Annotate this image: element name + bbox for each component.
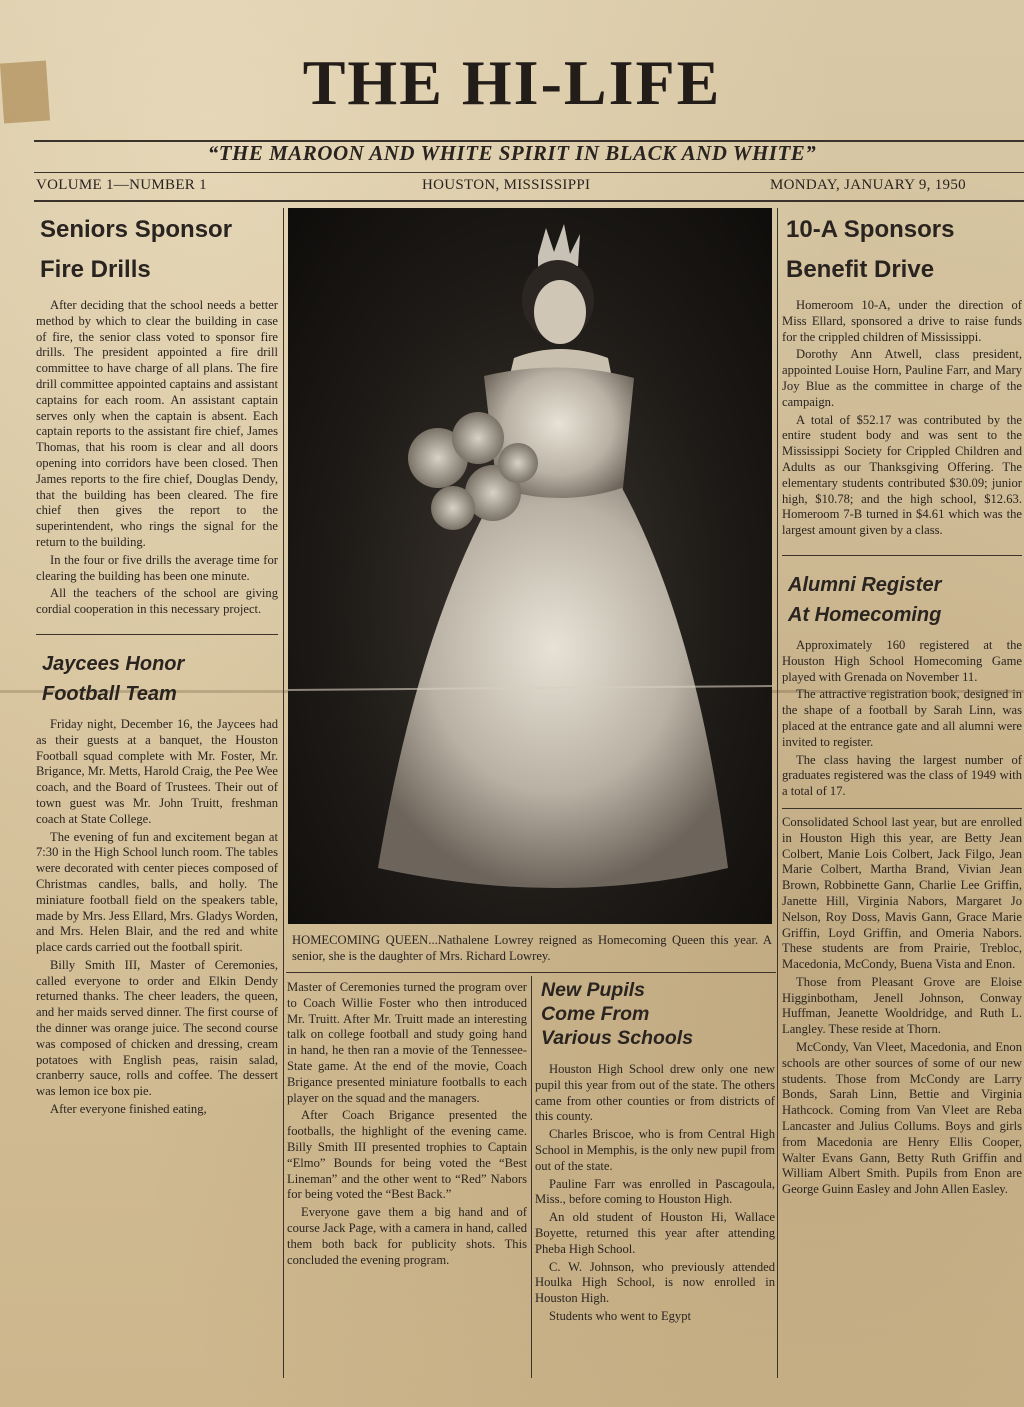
article-paragraph: Approximately 160 registered at the Houston High School Homecoming Game played with Grenada on November 11. xyxy=(782,637,1022,684)
article-paragraph: Pauline Farr was enrolled in Pascagoula, Miss., before coming to Houston High. xyxy=(535,1176,775,1207)
slogan: “THE MAROON AND WHITE SPIRIT IN BLACK AND WHITE” xyxy=(207,141,817,165)
caption-rule xyxy=(286,972,776,973)
masthead: THE HI-LIFE xyxy=(302,47,722,118)
article-divider xyxy=(782,555,1022,556)
article-divider xyxy=(36,634,278,635)
article-paragraph: After Coach Brigance presented the footballs, the highlight of the evening came. Billy Smith III presented trophies to Captain “Elmo” Bounds for being voted the “Best Lineman” and the other went to “Red” Nabors for being voted the “Best Back.” xyxy=(287,1108,527,1202)
article-paragraph: In the four or five drills the average time for clearing the building has been one minute. xyxy=(36,552,278,583)
article-paragraph: Houston High School drew only one new pupil this year from out of the state. The others came from other counties or from districts of this county. xyxy=(535,1062,775,1124)
article-paragraph: A total of $52.17 was contributed by the entire student body and was sent to the Mississippi Society for Crippled Children and Adults as our Thanksgiving Offering. The elementary students contributed $30.09; junior high, $10.78; and the high school, $12.63. Homeroom 7-B turned in $4.61 which was the largest amount given by a class. xyxy=(782,412,1022,538)
homecoming-queen-photo xyxy=(288,208,772,924)
article-paragraph: The class having the largest number of graduates registered was the class of 1949 with a total of 17. xyxy=(782,752,1022,799)
article-paragraph: The attractive registration book, designed in the shape of a football by Sarah Linn, was placed at the entrance gate and all alumni were invited to register. xyxy=(782,687,1022,749)
bouquet-flower xyxy=(431,486,475,530)
issue-date: MONDAY, JANUARY 9, 1950 xyxy=(770,177,966,193)
article-paragraph: Those from Pleasant Grove are Eloise Higginbotham, Jenell Johnson, Conway Huffman, Jeanette Wooldridge, and Ruth L. Langley. These reside at Thorn. xyxy=(782,974,1022,1037)
jaycees-continued-column xyxy=(287,980,527,1268)
article-paragraph: After everyone finished eating, xyxy=(50,1102,207,1117)
bouquet-flower xyxy=(498,443,538,483)
caption-lead: HOMECOMING QUEEN xyxy=(292,933,429,947)
column-divider xyxy=(531,976,532,1378)
article-paragraph: All the teachers of the school are giving cordial cooperation in this necessary project. xyxy=(36,586,278,617)
article-divider xyxy=(782,808,1022,809)
article-paragraph: Charles Briscoe, who is from Central High School in Memphis, is the only new pupil from out of the state. xyxy=(535,1127,775,1173)
article-paragraph: Students who went to Egypt xyxy=(549,1308,692,1323)
new-pupils-headline: New Pupils Come From Various Schools xyxy=(541,979,694,1049)
volume-number: VOLUME 1—NUMBER 1 xyxy=(36,177,207,193)
column-divider xyxy=(777,208,778,1378)
caption-text: ...Nathalene Lowrey reigned as Homecoming Queen this year. A senior, she is the daughter of Mrs. Richard Lowrey. xyxy=(292,933,772,963)
article-paragraph: An old student of Houston Hi, Wallace Boyette, returned this year after attending Pheba High School. xyxy=(535,1210,775,1256)
alumni-headline: Alumni Register At Homecoming xyxy=(788,573,942,626)
bouquet-flower xyxy=(452,412,504,464)
article-paragraph: The evening of fun and excitement began at 7:30 in the High School lunch room. The tables were decorated with center pieces composed of Christmas candles, balls, and holly. The miniature football field on the speakers table, made by Mrs. Jess Ellard, Mrs. Gladys Worden, and Mrs. Helen Blair, and the red and white place cards carried out the football spirit. xyxy=(36,829,278,955)
article-paragraph: Everyone gave them a big hand and of course Jack Page, with a camera in hand, called them both back for publicity shots. This concluded the evening program. xyxy=(287,1205,527,1267)
photo-caption xyxy=(292,932,772,964)
article-paragraph: Consolidated School last year, but are enrolled in Houston High this year, are Betty Jean Colbert, Manie Lois Colbert, Jack Filgo, Jean Marie Colbert, Martha Brand, Vivian Jean Brown, Robbinette Gann, Charlie Lee Griffin, Janette Hill, Virginia Nabors, Margaret Jo Nelson, Roy Doss, Mavis Gann, Grace Marie Griffin, Loyd Griffin, and Omeria Nabors. These students are from Prairie, Trebloc, Macedonia, McCondy, Buena Vista and Enon. xyxy=(782,814,1022,972)
slogan-rule xyxy=(34,172,1024,173)
dateline-rule xyxy=(34,200,1024,202)
article-paragraph: Homeroom 10-A, under the direction of Miss Ellard, sponsored a drive to raise funds for the crippled children of Mississippi. xyxy=(782,298,1022,344)
article-paragraph: After deciding that the school needs a better method by which to clear the building in case of fire, the senior class voted to sponsor fire drills. The president appointed a fire drill committee to have charge of all plans. The fire drill committee appointed captains and assistant captains for each room. An assistant captain serves only when the captain is absent. Each captain reports to the assistant fire chief, James Thomas, that his room is clear and all doors opening into corridors have been closed. Then James reports to the fire chief, Douglas Dendy, that the building has been cleared. The fire chief then gives the report to the superintendent, who rings the signal for the return to the building. xyxy=(36,298,278,549)
new-pupils-column xyxy=(535,978,775,1325)
article-paragraph: Master of Ceremonies turned the program over to Coach Willie Foster who then introduced Mr. Truitt. After Mr. Truitt made an interesting talk on college football and study going hand in hand, he then ran a movie of the Tennessee-State game. At the end of the movie, Coach Brigance presented miniature footballs to each player on the squad and the managers. xyxy=(287,980,527,1105)
photo-illustration xyxy=(288,208,772,924)
left-column xyxy=(36,210,278,1118)
location: HOUSTON, MISSISSIPPI xyxy=(422,177,591,193)
article-paragraph: C. W. Johnson, who previously attended Houlka High School, is now enrolled in Houston High. xyxy=(535,1259,775,1306)
article-paragraph: McCondy, Van Vleet, Macedonia, and Enon schools are other sources of some of our new students. Those from McCondy are Larry Bonds, Sarah Linn, Bettie and Virginia Hathcock. Coming from Van Vleet are Reba Lancaster and Julius Collums. Boys and girls from Macedonia are Henry Ellis Cooper, Walter Evans Gann, Betty Ruth Griffin and William Albert Smith. Pupils from Enon are George Guinn Easley and John Allen Easley. xyxy=(782,1040,1022,1197)
jaycees-headline: Jaycees Honor Football Team xyxy=(42,652,185,705)
article-paragraph: Dorothy Ann Atwell, class president, appointed Louise Horn, Pauline Farr, and Mary Joy Blue as the committee in charge of the campaign. xyxy=(782,347,1022,409)
column-divider xyxy=(283,208,284,1378)
benefit-drive-headline: 10-A Sponsors Benefit Drive xyxy=(786,216,955,283)
fire-drills-headline: Seniors Sponsor Fire Drills xyxy=(40,216,233,283)
article-paragraph: Billy Smith III, Master of Ceremonies, called everyone to order and Elkin Dendy returned thanks. The cheer leaders, the queen, and her maids served dinner. The first course of the dinner was orange juice. The second course was composed of chicken and dressing, cream potatoes with English peas, raisin salad, cranberry sauce, rolls and coffee. The dessert was lemon ice box pie. xyxy=(36,957,278,1099)
article-paragraph: Friday night, December 16, the Jaycees had as their guests at a banquet, the Houston Football squad complete with Mr. Foster, Mr. Brigance, Mr. Metts, Harold Craig, the Pee Wee coach, and the Board of Trustees. Their out of town guest was Mr. John Truitt, freshman coach at State College. xyxy=(36,716,278,826)
right-column xyxy=(782,210,1022,1198)
face-shape xyxy=(534,280,586,344)
